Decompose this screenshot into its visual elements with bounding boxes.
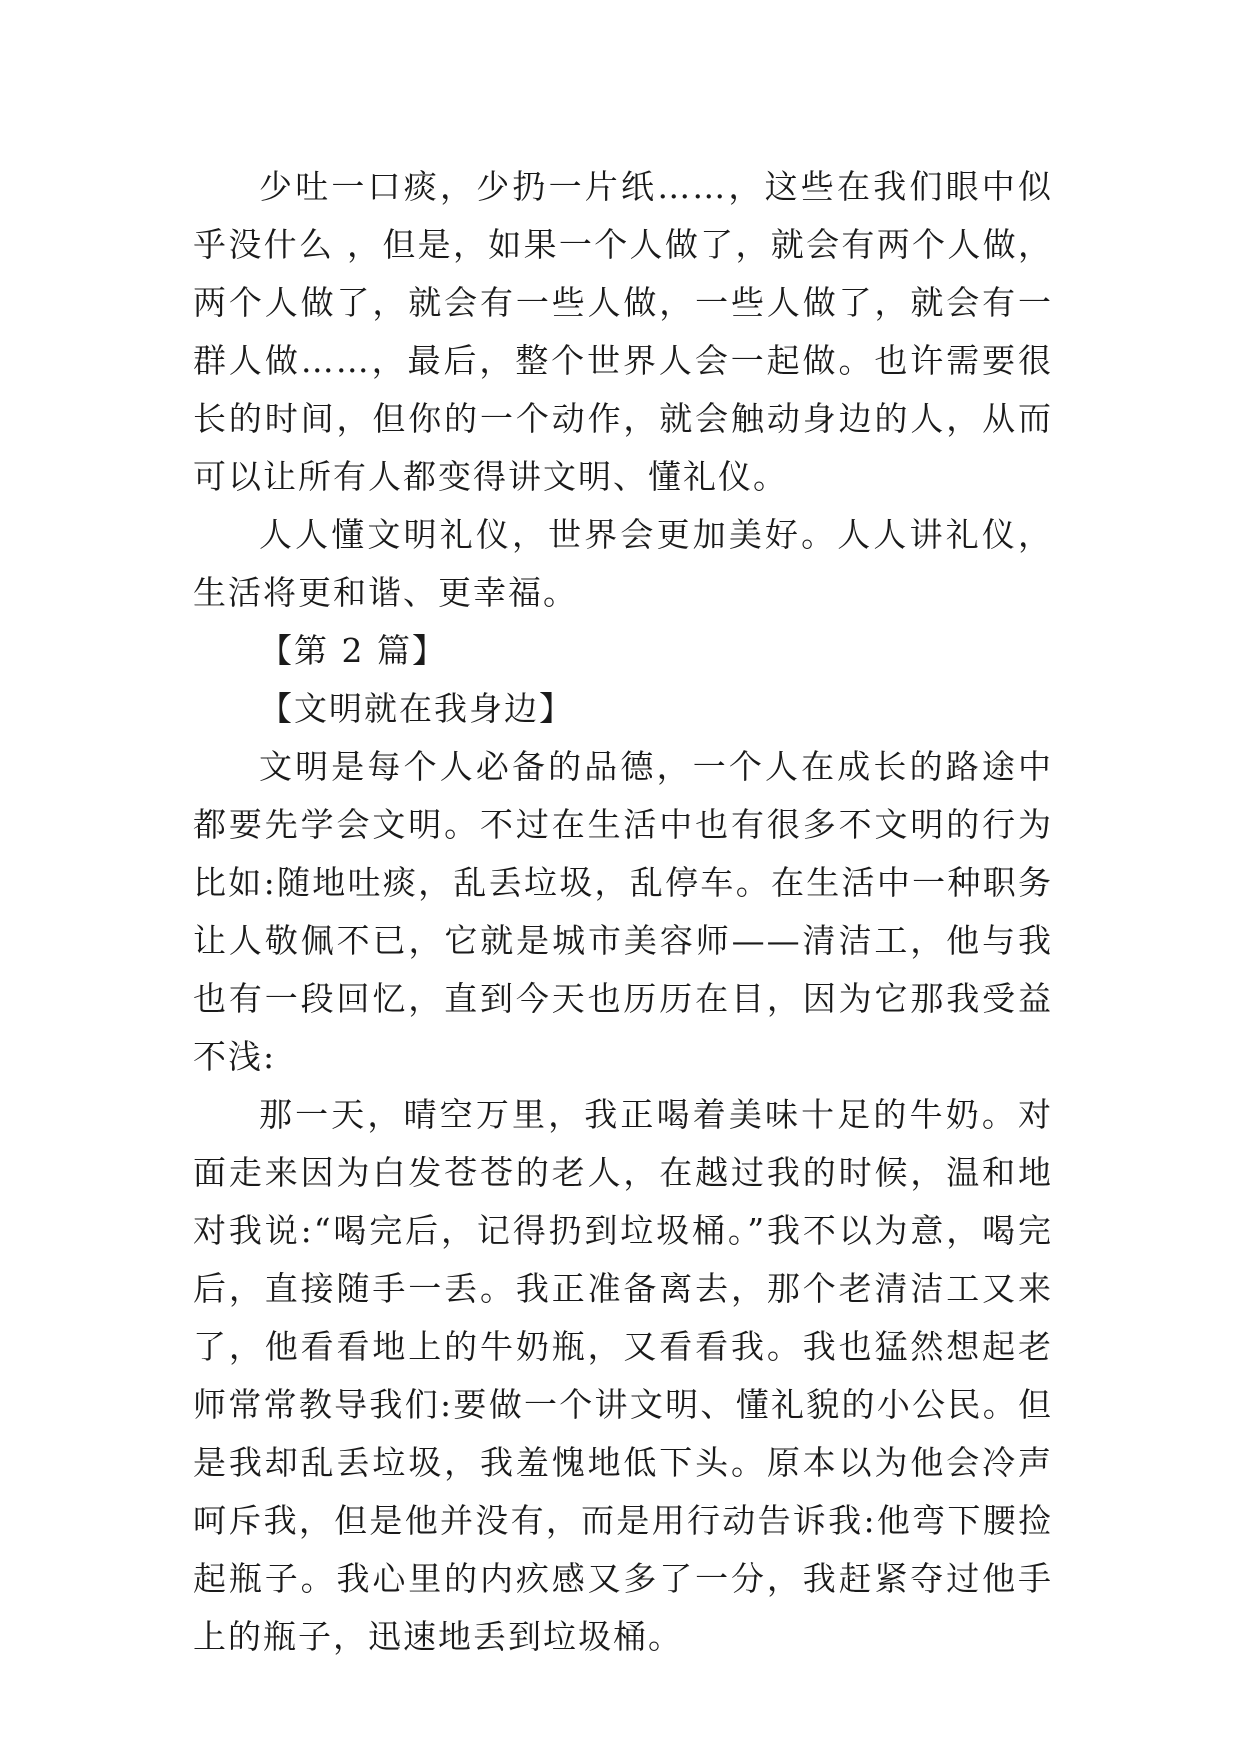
section-number-heading: 【第 2 篇】	[259, 631, 447, 670]
section-title-heading: 【文明就在我身边】	[259, 689, 574, 728]
paragraph: 少吐一口痰，少扔一片纸……，这些在我们眼中似乎没什么 ，但是，如果一个人做了，就会有两个人做，两个人做了，就会有一些人做，一些人做了，就会有一群人做……，最后，整个世界人会一起做。也许需要很长的时间，但你的一个动作，就会触动身边的人，从而可以让所有人都变得讲文明、懂礼仪。	[193, 167, 1053, 496]
paragraph: 那一天，晴空万里，我正喝着美味十足的牛奶。对面走来因为白发苍苍的老人，在越过我的时候，温和地对我说:“喝完后，记得扔到垃圾桶。”我不以为意，喝完后，直接随手一丢。我正准备离去，那个老清洁工又来了，他看看地上的牛奶瓶，又看看我。我也猛然想起老师常常教导我们:要做一个讲文明、懂礼貌的小公民。但是我却乱丢垃圾，我羞愧地低下头。原本以为他会冷声呵斥我，但是他并没有，而是用行动告诉我:他弯下腰捡起瓶子。我心里的内疚感又多了一分，我赶紧夺过他手上的瓶子，迅速地丢到垃圾桶。	[193, 1095, 1053, 1656]
paragraph: 人人懂文明礼仪，世界会更加美好。人人讲礼仪，生活将更和谐、更幸福。	[193, 515, 1053, 612]
paragraph: 文明是每个人必备的品德，一个人在成长的路途中都要先学会文明。不过在生活中也有很多不文明的行为比如:随地吐痰，乱丢垃圾，乱停车。在生活中一种职务让人敬佩不已，它就是城市美容师——清洁工，他与我也有一段回忆，直到今天也历历在目，因为它那我受益不浅:	[193, 747, 1053, 1076]
document-body	[193, 158, 1053, 1666]
